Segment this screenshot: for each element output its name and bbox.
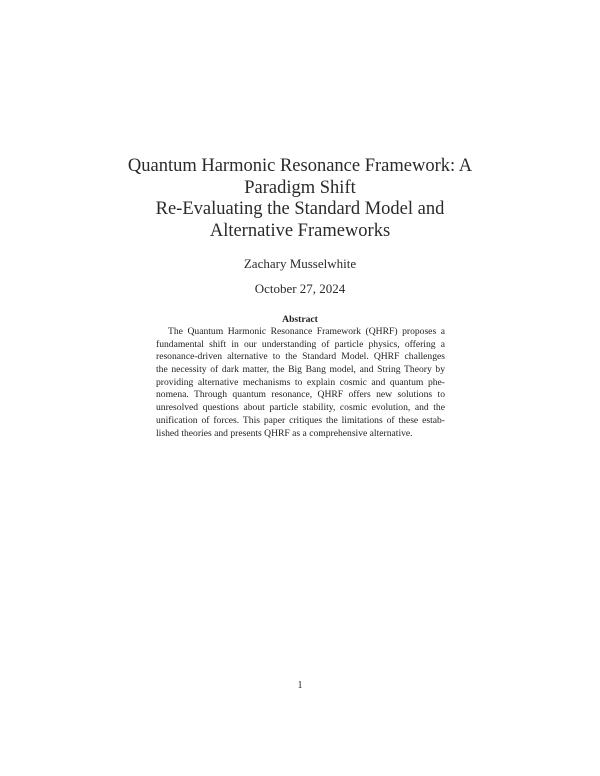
title-line-2: Paradigm Shift <box>244 177 356 198</box>
abstract-line: nomena. Through quantum resonance, QHRF offers new solutions to <box>156 389 445 401</box>
abstract-line: fundamental shift in our understanding of particle physics, offering a <box>156 338 445 350</box>
title-line-3: Re-Evaluating the Standard Model and <box>155 199 445 219</box>
abstract-body <box>156 326 445 440</box>
abstract-line: lished theories and presents QHRF as a comprehensive alternative. <box>156 427 413 439</box>
abstract-line: unresolved questions about particle stability, cosmic evolution, and the <box>156 402 445 414</box>
title-line-4: Alternative Frameworks <box>209 220 391 241</box>
publication-date: October 27, 2024 <box>254 281 346 296</box>
abstract-line: the necessity of dark matter, the Big Bang model, and String Theory by <box>156 364 445 376</box>
abstract-line: The Quantum Harmonic Resonance Framework (QHRF) proposes a <box>168 326 445 337</box>
author-name: Zachary Musselwhite <box>243 256 357 271</box>
title-line-1: Quantum Harmonic Resonance Framework: A <box>127 156 473 176</box>
abstract-heading: Abstract <box>282 314 318 325</box>
abstract-line: providing alternative mechanisms to explain cosmic and quantum phe- <box>156 376 445 388</box>
abstract-line: unification of forces. This paper critiques the limitations of these estab- <box>156 414 445 426</box>
abstract-line: resonance-driven alternative to the Standard Model. QHRF challenges <box>156 351 445 363</box>
page-number: 1 <box>297 680 303 691</box>
paper-title <box>100 156 500 242</box>
